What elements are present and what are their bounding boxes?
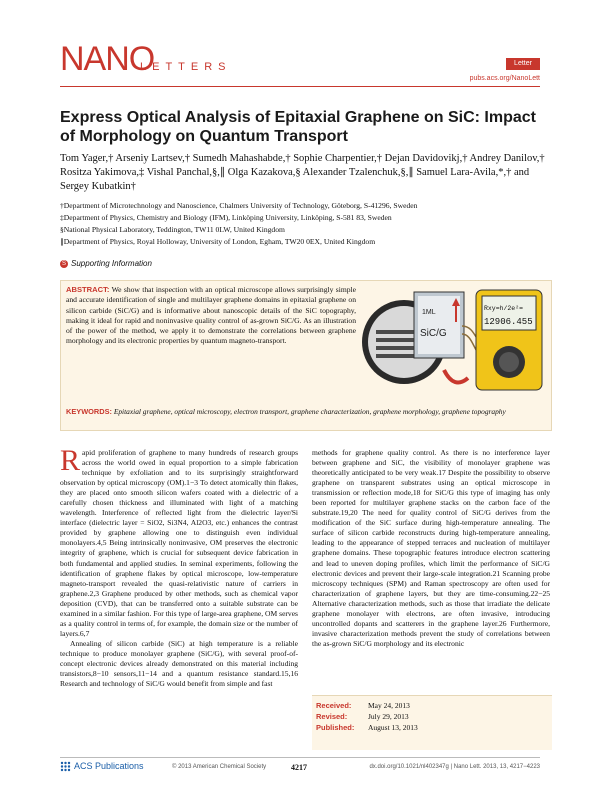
affiliation-chalmers: †Department of Microtechnology and Nanoscience, Chalmers University of Technology, Göteborg, S-41296, Sweden — [60, 201, 418, 210]
abstract-text: We show that inspection with an optical microscope allows surprisingly simple and accurate identification of single and multilayer graphene domains in epitaxial graphene on silicon carbide (SiC/G) and is informative about nanoscopic details of the SiC topography, making it ideal for rapid and noninvasive quality control of as-grown SiC/G. As an illustration of the power of the method, we apply it to demonstrate the correlations between graphene morphology and its electronic properties by quantum magneto-transport. — [66, 285, 356, 346]
affiliation-linkoping: ‡Department of Physics, Chemistry and Biology (IFM), Linköping University, Linköping, S-581 83, Sweden — [60, 213, 392, 222]
footer-divider — [60, 757, 540, 758]
copyright: © 2013 American Chemical Society — [172, 764, 267, 770]
revised-label: Revised: — [316, 712, 348, 721]
supporting-info-label: Supporting Information — [71, 259, 152, 268]
body-column-right — [312, 448, 550, 649]
keywords-text: Epitaxial graphene, optical microscopy, electron transport, graphene characterization, graphene morphology, graphene topography — [112, 407, 506, 416]
published-date: August 13, 2013 — [368, 723, 418, 732]
affiliations — [60, 200, 550, 248]
supporting-information-link[interactable] — [60, 259, 152, 268]
body-paragraph: Annealing of silicon carbide (SiC) at high temperature is a reliable technique to produce monolayer graphene (SiC/G), with several proof-of-concept electronic devices already demonstrated on this material including transistors,8−10 sensors,11−14 and a quantum resistance standard.15,16 Research and technology of SiC/G would benefit from simple and fast — [60, 638, 298, 689]
received-date: May 24, 2013 — [368, 701, 410, 710]
publication-dates — [316, 700, 418, 733]
publisher-name: ACS Publications — [74, 761, 144, 771]
toc-graphic — [358, 286, 544, 398]
published-label: Published: — [316, 723, 355, 732]
abstract — [66, 285, 356, 347]
sample-label: SiC/G — [420, 328, 447, 339]
acs-logo-icon — [60, 761, 71, 772]
header-divider — [60, 86, 540, 87]
article-type-badge: Letter — [506, 58, 540, 70]
meter-value: 12906.455 — [484, 317, 533, 327]
layer-label: 1ML — [422, 309, 436, 316]
keywords-label: KEYWORDS: — [66, 407, 112, 416]
abstract-label: ABSTRACT: — [66, 285, 110, 294]
keywords — [66, 407, 546, 417]
journal-logo: NANO — [60, 40, 155, 78]
doi-citation[interactable]: dx.doi.org/10.1021/nl402347g | Nano Lett. 2013, 13, 4217−4223 — [369, 764, 540, 770]
supporting-info-icon: S — [61, 260, 66, 267]
revised-date: July 29, 2013 — [368, 712, 409, 721]
body-column-left — [60, 444, 298, 689]
magnet-icon — [444, 370, 468, 383]
drop-cap: R — [60, 444, 81, 477]
affiliation-npl: §National Physical Laboratory, Teddington, TW11 0LW, United Kingdom — [60, 225, 285, 234]
body-paragraph: methods for graphene quality control. As there is no interference layer between graphene and SiC, the visibility of monolayer graphene was theoretically anticipated to be very weak.17 Despite the possibility to observe graphene on transparent substrates using an optical microscope in transmission or reflection mode,18 for SiC/G this type of imaging has only been reported for multilayer graphene stacks on the carbon face of the substrate.19,20 The need for quality control of SiC/G derives from the modification of the SiC surface during high-temperature annealing. The surface of silicon carbide reconstructs during high-temperature annealing, leading to the appearance of stepped terraces and nucleation of multilayer graphene domains. These topographic features introduce electron scattering and lead to uneven doping profiles, which limit the performance of SiC/G electronic devices and prevent their large-scale integration.21 Scanning probe microscopy techniques (SPM) and Raman spectroscopy are often used for characterization of graphene layers, but they are time-consuming.22−25 Alternative characterization methods, such as those that irradiate the delicate graphene monolayer with electrons, are often invasive, introducing uncontrolled dopants and scatterers in the graphene layer.26 Furthermore, invasive characterization methods prevent the study of correlations between the as-grown SiC/G morphology and its electronic — [312, 448, 550, 648]
acs-publications-logo[interactable] — [60, 761, 144, 772]
body-paragraph: apid proliferation of graphene to many hundreds of research groups across the world owed in equal proportion to a simple fabrication technique by exfoliation and to its surprisingly straightforward observation by optical microscopy (OM).1−3 To detect atomically thin flakes, they are placed onto smooth silicon wafers coated with a dielectric of a carefully chosen thickness and illuminated with light of a matching wavelength. Interference of reflected light from the dielectric layer/Si interface (dielectric layer = SiO2, Si3N4, Al2O3, etc.) enhances the contrast provided by graphene allowing one to distinguish even individual monolayers.4,5 Being intrinsically noninvasive, OM preserves the electronic integrity of graphene, which is crucial for subsequent device fabrication in both fundamental and applied studies. In seminal experiments, following the identification of graphene flakes by optical microscope, low-temperature magneto-transport revealed the quasi-relativistic nature of carriers in graphene.2,3 Graphene produced by other methods, such as chemical vapor deposition (CVD), that can be transferred onto a suitable substrate can be examined in a similar fashion. For this type of large-area graphene, OM serves as a quality control in terms of, for example, the domain size or the number of layers.6,7 — [60, 448, 298, 638]
article-title: Express Optical Analysis of Epitaxial Graphene on SiC: Impact of Morphology on Quantum Transport — [60, 109, 536, 145]
journal-url-link[interactable]: pubs.acs.org/NanoLett — [469, 75, 540, 82]
meter-formula: Rxy=h/2e²= — [484, 305, 524, 312]
author-list: Tom Yager,† Arseniy Lartsev,† Sumedh Mahashabde,† Sophie Charpentier,† Dejan Davidovikj,† Andrey Danilov,† Rositza Yakimova,‡ Vishal Panchal,§,∥ Olga Kazakova,§ Alexander Tzalenchuk,§,∥ Samuel Lara-Avila,*,† and Sergey Kubatkin† — [60, 153, 545, 192]
page-number: 4217 — [291, 763, 307, 772]
journal-logo-subtitle: LETTERS — [140, 61, 232, 73]
received-label: Received: — [316, 701, 352, 710]
affiliation-royal-holloway: ∥Department of Physics, Royal Holloway, University of London, Egham, TW20 0EX, United Kingdom — [60, 237, 376, 246]
